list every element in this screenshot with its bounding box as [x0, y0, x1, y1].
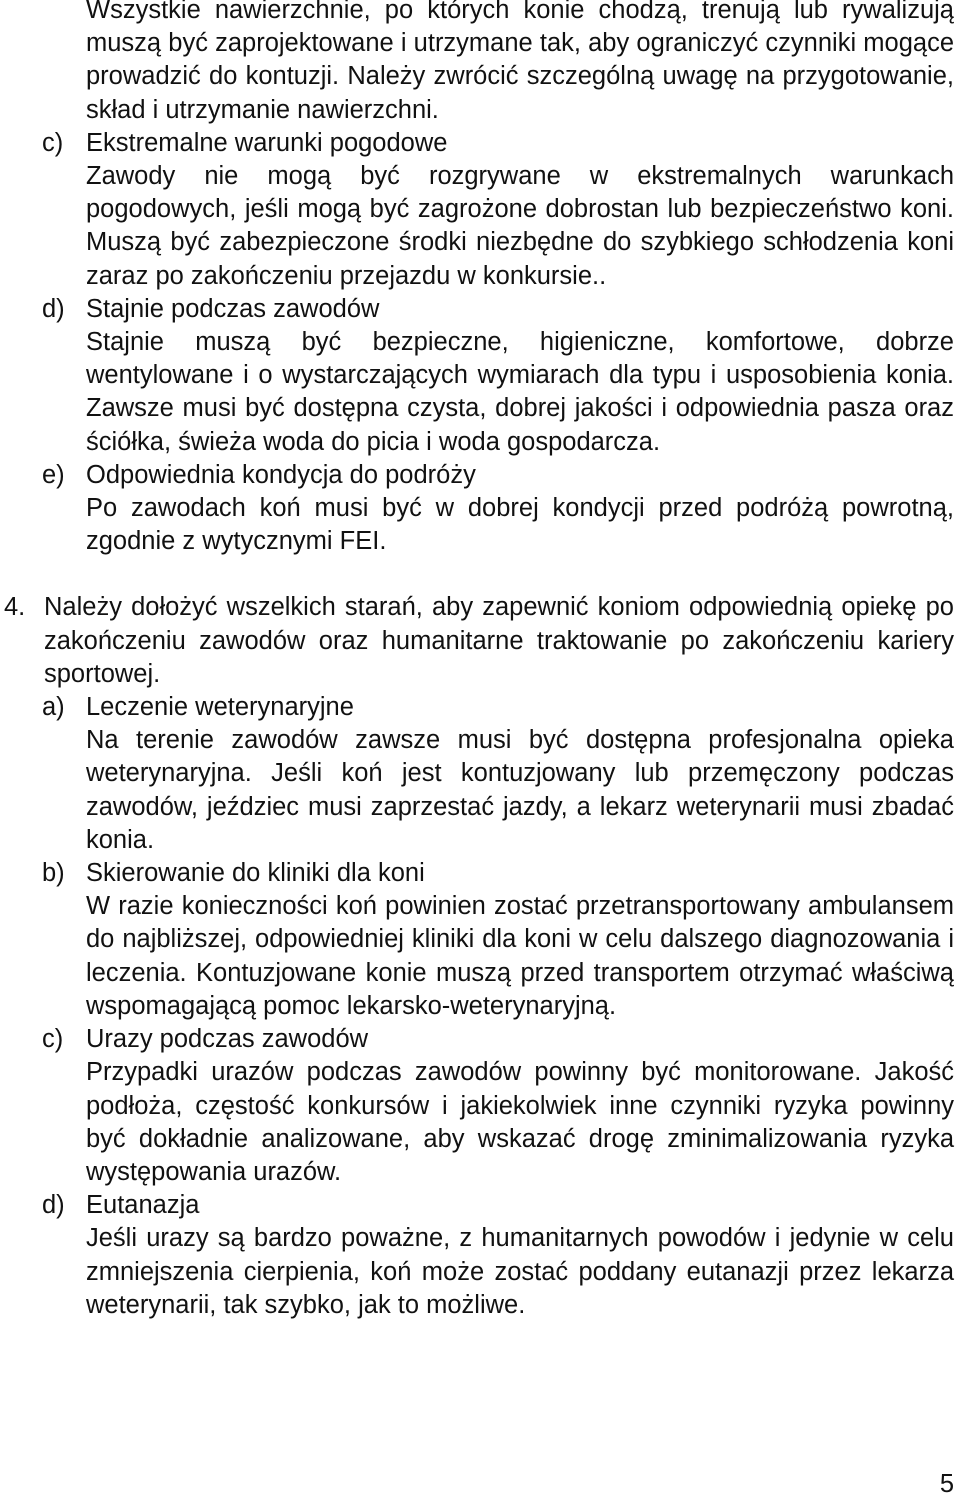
item-heading: Eutanazja — [86, 1191, 200, 1220]
numbered-point-4 — [0, 591, 960, 691]
point-text: Należy dołożyć wszelkich starań, aby zapewnić koniom odpowiednią opiekę po zakończeniu zawodów oraz humanitarne traktowanie po zakończeniu kariery sportowej. — [44, 593, 954, 688]
intro-paragraph: Wszystkie nawierzchnie, po których konie chodzą, trenują lub rywalizują muszą być zaprojektowane i utrzymane tak, aby ograniczyć czynniki mogące prowadzić do kontuzji. Należy zwrócić szczególną uwagę na przygotowanie, skład i utrzymanie nawierzchni. — [86, 0, 954, 124]
list-marker: a) — [42, 693, 65, 722]
item-body: Na terenie zawodów zawsze musi być dostępna profesjonalna opieka weterynaryjna. Jeśli koń jest kontuzjowany lub przemęczony podczas zawodów, jeździec musi zaprzestać jazdy, a lekarz weterynarii musi zbadać konia. — [86, 726, 954, 854]
list-item-clinic-referral — [0, 857, 960, 1023]
list-marker: c) — [42, 1025, 64, 1054]
item-heading: Ekstremalne warunki pogodowe — [86, 128, 448, 157]
item-heading: Urazy podczas zawodów — [86, 1025, 369, 1054]
item-heading: Odpowiednia kondycja do podróży — [86, 460, 476, 489]
list-item-weather — [0, 127, 960, 293]
item-heading: Leczenie weterynaryjne — [86, 693, 354, 722]
page-number: 5 — [939, 1470, 954, 1498]
item-body: Zawody nie mogą być rozgrywane w ekstremalnych warunkach pogodowych, jeśli mogą być zagrożone dobrostan lub bezpieczeństwo koni. Muszą być zabezpieczone środki niezbędne do szybkiego schłodzenia koni zaraz po zakończeniu przejazdu w konkursie.. — [86, 162, 954, 290]
list-marker: e) — [42, 460, 65, 489]
list-item-stables — [0, 293, 960, 459]
list-item-vet-treatment — [0, 691, 960, 857]
item-body: Stajnie muszą być bezpieczne, higieniczne, komfortowe, dobrze wentylowane i o wystarczających wymiarach dla typu i usposobienia konia. Zawsze musi być dostępna czysta, dobrej jakości i odpowiednia pasza oraz ściółka, świeża woda do picia i woda gospodarcza. — [86, 328, 954, 456]
list-marker: b) — [42, 859, 65, 888]
item-body: Po zawodach koń musi być w dobrej kondycji przed podróżą powrotną, zgodnie z wytycznymi FEI. — [86, 494, 954, 556]
list-marker: d) — [42, 294, 65, 323]
item-heading: Stajnie podczas zawodów — [86, 294, 380, 323]
item-heading: Skierowanie do kliniki dla koni — [86, 859, 425, 888]
list-marker: d) — [42, 1191, 65, 1220]
list-marker: c) — [42, 128, 64, 157]
item-body: W razie konieczności koń powinien zostać przetransportowany ambulansem do najbliższej, odpowiedniej kliniki dla koni w celu dalszego diagnozowania i leczenia. Kontuzjowane konie muszą przed transportem otrzymać właściwą wspomagającą pomoc lekarsko-weterynaryjną. — [86, 892, 954, 1020]
list-item-travel-condition — [0, 459, 960, 559]
list-item-injuries — [0, 1023, 960, 1189]
point-number: 4. — [4, 593, 26, 622]
item-body: Przypadki urazów podczas zawodów powinny być monitorowane. Jakość podłoża, częstość konkursów i jakiekolwiek inne czynniki ryzyka powinny być dokładnie analizowane, aby wskazać drogę zminimalizowania ryzyka występowania urazów. — [86, 1058, 954, 1186]
item-body: Jeśli urazy są bardzo poważne, z humanitarnych powodów i jedynie w celu zmniejszenia cierpienia, koń może zostać poddany eutanazji przez lekarza weterynarii, tak szybko, jak to możliwe. — [86, 1224, 954, 1319]
list-item-euthanasia — [0, 1189, 960, 1322]
